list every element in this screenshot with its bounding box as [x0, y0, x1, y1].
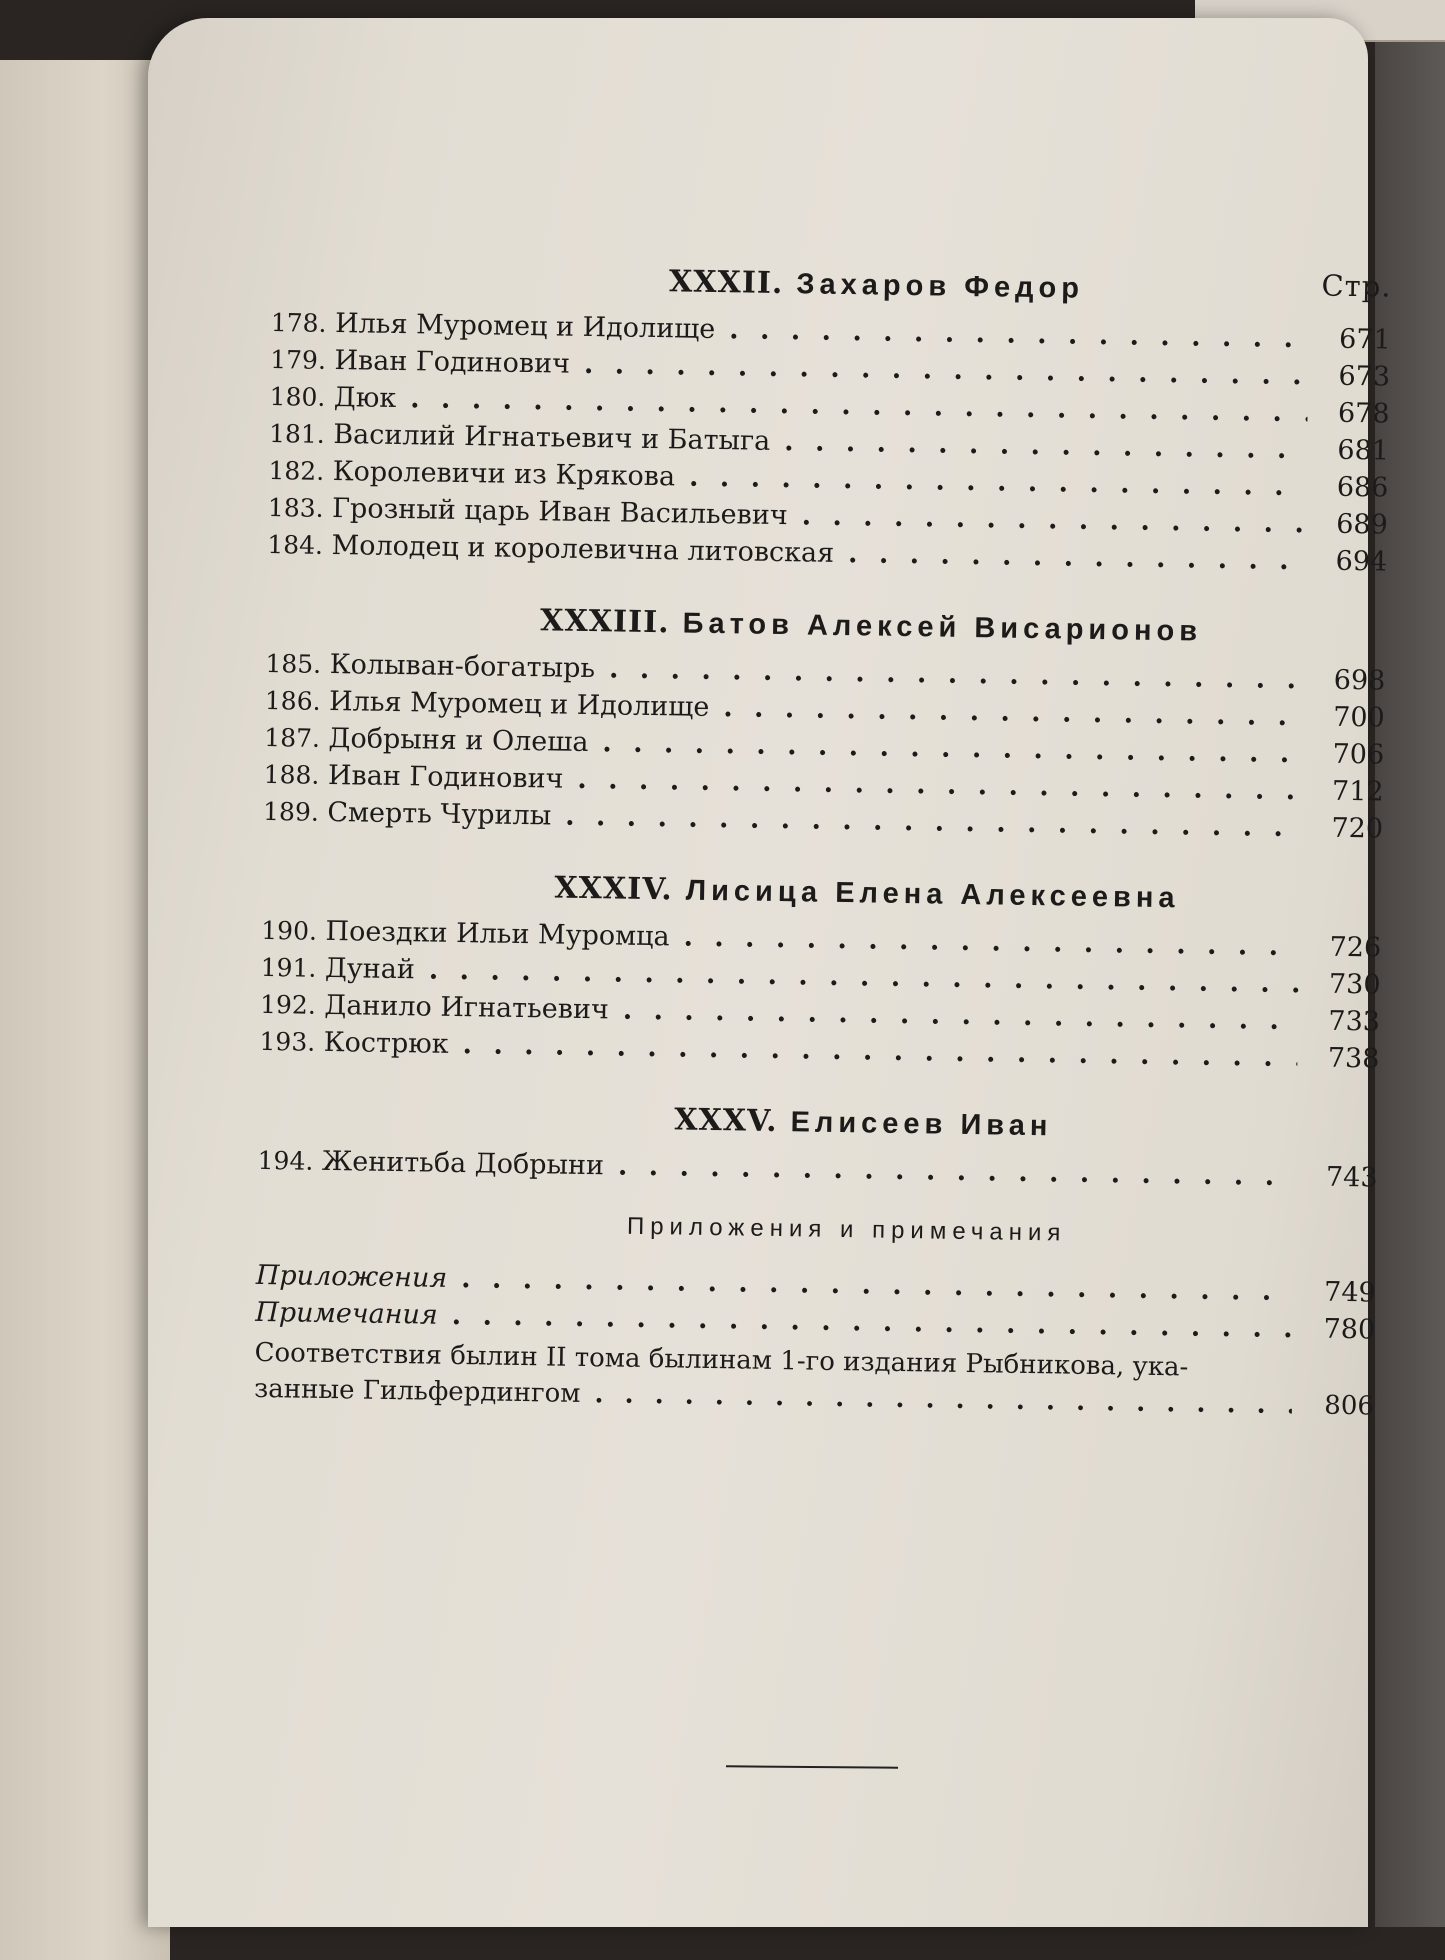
- section-number: XXXIII.: [539, 603, 670, 641]
- section-number: XXXIV.: [554, 870, 673, 908]
- section-author: Лисица Елена Алексеевна: [685, 874, 1180, 915]
- entry-title: Кострюк: [323, 1026, 449, 1060]
- entry-number: 184.: [267, 529, 324, 560]
- entry-page: 671: [1338, 323, 1391, 356]
- entry-title: Приложения: [255, 1259, 448, 1294]
- section-xxxii: [267, 248, 1392, 581]
- entry-page: 733: [1328, 1005, 1381, 1038]
- section-number: XXXV.: [673, 1102, 778, 1140]
- entry-page: 694: [1335, 545, 1388, 578]
- entry-title: Добрыня и Олеша: [328, 722, 589, 759]
- entry-page: 738: [1327, 1042, 1380, 1075]
- page-column-label: Стр.: [1321, 268, 1392, 304]
- end-rule: [726, 1765, 898, 1769]
- entry-number: 189.: [262, 796, 320, 827]
- dot-leader: [848, 535, 1306, 579]
- entry-title: Дюк: [333, 381, 397, 414]
- entry-number: 183.: [267, 492, 324, 523]
- appendix-heading: Приложения и примечания: [626, 1212, 1067, 1247]
- entry-page: 720: [1331, 812, 1384, 845]
- entry-page: 806: [1324, 1390, 1375, 1422]
- entry-number: 185.: [265, 648, 322, 679]
- section-number: XXXII.: [668, 264, 784, 302]
- section-author: Елисеев Иван: [790, 1106, 1053, 1143]
- appendix-section: [254, 1207, 1377, 1425]
- entry-title: Смерть Чурилы: [327, 796, 552, 832]
- entry-page: 730: [1328, 968, 1381, 1001]
- entry-number: 181.: [268, 418, 325, 449]
- entry-title: Илья Муромец и Идолище: [328, 685, 710, 723]
- entry-page: 712: [1331, 775, 1384, 808]
- entry-title: Дунай: [324, 952, 416, 986]
- entry-number: 179.: [270, 344, 327, 375]
- entry-number: 188.: [263, 759, 320, 790]
- entry-title: Королевичи из Крякова: [332, 455, 676, 493]
- entry-page: 686: [1336, 471, 1389, 504]
- entry-title: Примечания: [255, 1296, 439, 1331]
- toc-entry-multiline: [254, 1335, 1375, 1425]
- entry-number: 194.: [257, 1145, 314, 1176]
- book-page: [148, 18, 1392, 1927]
- entry-title: Колыван-богатырь: [329, 648, 596, 685]
- entry-number: 192.: [259, 989, 317, 1020]
- entry-number: 178.: [270, 307, 327, 338]
- entry-title: Молодец и королевична литовская: [331, 529, 835, 569]
- entry-title-line2: занные Гильфердингом: [253, 1373, 581, 1409]
- entry-page: 673: [1338, 360, 1391, 393]
- entry-page: 700: [1332, 701, 1385, 734]
- entry-number: 182.: [268, 455, 325, 486]
- entry-title: Грозный царь Иван Васильевич: [331, 492, 788, 532]
- entry-page: 726: [1329, 931, 1382, 964]
- entry-title: Данило Игнатьевич: [324, 989, 610, 1026]
- entry-title: Поездки Ильи Муромца: [325, 915, 670, 953]
- entry-title: Василий Игнатьевич и Батыга: [333, 418, 771, 457]
- section-author: Батов Алексей Висарионов: [682, 607, 1203, 648]
- section-xxxv: [257, 1086, 1378, 1197]
- entry-page: 706: [1332, 738, 1385, 771]
- entry-title: Женитьба Добрыни: [321, 1145, 605, 1182]
- entry-page: 689: [1336, 508, 1389, 541]
- entry-number: 190.: [261, 915, 318, 946]
- entry-page: 780: [1323, 1313, 1376, 1346]
- left-page-edge: [0, 60, 170, 1960]
- entry-title: Илья Муромец и Идолище: [334, 308, 716, 345]
- table-of-contents: [254, 248, 1392, 1424]
- entry-title: Иван Годинович: [327, 759, 564, 795]
- entry-number: 193.: [259, 1026, 316, 1057]
- entry-page: 698: [1333, 664, 1386, 697]
- entry-page: 749: [1323, 1276, 1376, 1309]
- entry-title: Иван Годинович: [334, 344, 571, 380]
- section-xxxiv: [259, 856, 1382, 1078]
- entry-title-line1: Соответствия былин II тома былинам 1-го издания Рыбникова, ука-: [254, 1337, 1189, 1383]
- entry-page: 678: [1337, 397, 1390, 430]
- entry-page: 743: [1325, 1161, 1378, 1194]
- entry-page: 681: [1337, 434, 1390, 467]
- entry-number: 191.: [260, 952, 317, 983]
- section-xxxiii: [263, 589, 1387, 848]
- entry-number: 187.: [264, 722, 321, 753]
- entry-number: 186.: [264, 685, 321, 716]
- section-author: Захаров Федор: [796, 268, 1085, 305]
- entry-number: 180.: [269, 381, 326, 412]
